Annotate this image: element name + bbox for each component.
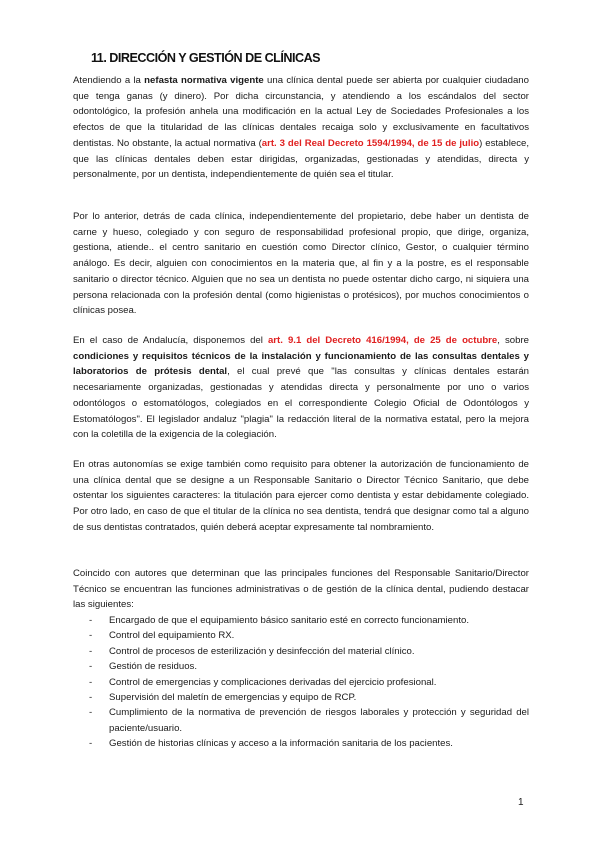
list-item: - Supervisión del maletín de emergencias y equipo de RCP. — [89, 692, 357, 704]
paragraph-4: En otras autonomías se exige también como requisito para obtener la autorización de funcionamiento de una clínica dental que se designe a un Responsable Sanitario o Director Técnico Sanitario, que debe ostentar los siguientes caracteres: la titulación para ejercer como dentista y estar debidamente colegiado. Por otro lado, en caso de que el titular de la clínica no sea dentista, tendrá que designar como tal a alguno de sus dentistas contratados, quién deberá aceptar expresamente tal nombramiento. — [73, 459, 529, 533]
list-item: - Cumplimiento de la normativa de prevención de riesgos laborales y protección y seguridad del paciente/usuario. — [89, 707, 529, 734]
list-item: - Gestión de historias clínicas y acceso a la información sanitaria de los pacientes. — [89, 738, 453, 750]
list-item: - Encargado de que el equipamiento básico sanitario esté en correcto funcionamiento. — [89, 615, 469, 626]
paragraph-3: En el caso de Andalucía, disponemos del art. 9.1 del Decreto 416/1994, de 25 de octubre, sobre condiciones y requisitos técnicos de la instalación y funcionamiento de las consultas dentales y laboratorios de prótesis dental, el cual prevé que "las consultas y clínicas dentales estarán necesariamente organizadas, gestionadas y atendidas directa y personalmente por uno o varios odontólogos o estomatólogos, colegiados en el correspondiente Colegio Oficial de Odontólogos y Estomatólogos". El legislador andaluz "plagia" la redacción literal de la normativa estatal, pero la mejora con la coletilla de la exigencia de la colegiación. — [73, 335, 529, 441]
list-item: - Control del equipamiento RX. — [89, 630, 235, 642]
paragraph-1: Atendiendo a la nefasta normativa vigente una clínica dental puede ser abierta por cualquier ciudadano que tenga ganas (y dinero). Por dicha circunstancia, y atendiendo a los escándalos del sector odontológico, la profesión anhela una modificación en la actual Ley de Sociedades Profesionales a los efectos de que la titularidad de las clínicas dentales recaiga solo y exclusivamente en facultativos dentistas. No obstante, la actual normativa (art. 3 del Real Decreto 1594/1994, de 15 de julio) establece, que las clínicas dentales deben estar dirigidas, organizadas, gestionadas y atendidas, directa y personalmente, por un dentista, independientemente de quién sea el titular. — [73, 75, 529, 181]
list-item: - Gestión de residuos. — [89, 661, 197, 673]
paragraph-5: Coincido con autores que determinan que las principales funciones del Responsable Sanitario/Director Técnico se encuentran las funciones administrativas o de gestión de la clínica dental, pudiendo destacar las siguientes: — [73, 568, 529, 611]
law-reference-link: art. 3 del Real Decreto 1594/1994, de 15 de julio — [261, 137, 480, 149]
functions-list — [73, 613, 529, 752]
paragraph-2: Por lo anterior, detrás de cada clínica, independientemente del propietario, debe haber un dentista de carne y hueso, colegiado y con seguro de responsabilidad profesional propio, que dirige, organiza, gestiona, atiende.. el centro sanitario en cuestión como Director clínico, Gestor, o cualquier término análogo. Es decir, alguien con conocimientos en la materia que, al fin y a la postre, es el responsable sanitario o director técnico. Alguien que no sea un dentista no puede ostentar dicho cargo, ni siquiera una persona relacionada con la profesión dental (como higienistas o protésicos), por muchos conocimientos o clínicas posea. — [73, 211, 529, 317]
law-reference-link: art. 9.1 del Decreto 416/1994, de 25 de octubre — [267, 335, 498, 346]
bold-phrase: nefasta normativa vigente — [144, 75, 264, 86]
list-item: - Control de emergencias y complicaciones derivadas del ejercicio profesional. — [89, 676, 437, 688]
list-item: - Control de procesos de esterilización y desinfección del material clínico. — [89, 645, 415, 657]
page-number: 1 — [518, 797, 524, 808]
section-heading: 11. DIRECCIÓN Y GESTIÓN DE CLÍNICAS — [91, 51, 321, 65]
bold-phrase: condiciones y requisitos técnicos de la instalación y funcionamiento de las consultas dentales y laboratorios de prótesis dental — [73, 350, 529, 378]
